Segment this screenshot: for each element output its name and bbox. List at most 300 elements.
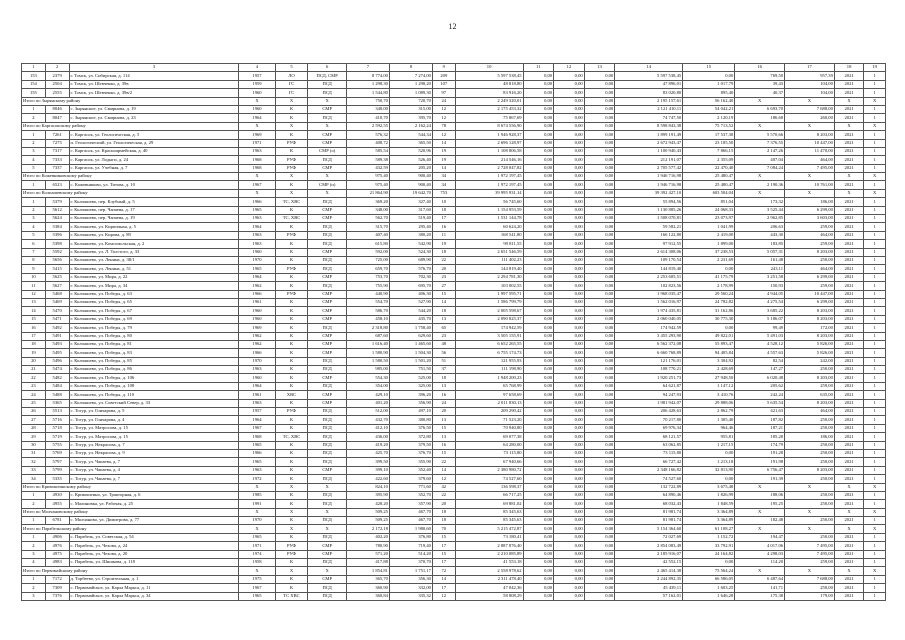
table-cell: 0,00 bbox=[523, 164, 554, 172]
table-cell: 14 bbox=[432, 298, 455, 306]
table-cell: 242,00 bbox=[785, 357, 835, 365]
subtotal-cell: 0,00 bbox=[584, 122, 615, 130]
table-cell: 48 818,80 bbox=[455, 80, 523, 88]
table-cell: 1965 bbox=[239, 458, 275, 466]
table-cell: К bbox=[275, 282, 308, 290]
table-cell: 8 203,00 bbox=[785, 399, 835, 407]
table-cell: 7261 bbox=[45, 131, 69, 139]
table-cell: 54 042,21 bbox=[683, 105, 735, 113]
table-cell: г. Колпашево, ул. Победы, д. 106 bbox=[69, 374, 239, 382]
table-cell: 0,00 bbox=[584, 466, 615, 474]
table-cell: 1970 bbox=[239, 517, 275, 525]
table-row bbox=[22, 433, 886, 441]
table-cell: 554,70 bbox=[346, 298, 389, 306]
table-cell: 0,00 bbox=[523, 332, 554, 340]
table-cell: 24 bbox=[22, 391, 46, 399]
table-cell: К bbox=[275, 105, 308, 113]
subtotal-label: Итого по Кривошеинскому району bbox=[22, 483, 239, 491]
subtotal-cell: X bbox=[864, 483, 886, 491]
table-cell: 1991 bbox=[239, 500, 275, 508]
table-cell: 1 580,90 bbox=[346, 349, 389, 357]
table-cell: 1 041,99 bbox=[683, 223, 735, 231]
table-cell: 0,00 bbox=[523, 282, 554, 290]
table-cell: 20 bbox=[432, 500, 455, 508]
subtotal-cell: X bbox=[864, 189, 886, 197]
table-row bbox=[22, 206, 886, 214]
table-cell: 0,00 bbox=[584, 391, 615, 399]
table-cell: СМР bbox=[308, 307, 347, 315]
table-cell: 2021 bbox=[834, 240, 863, 248]
table-cell: 186,00 bbox=[785, 433, 835, 441]
table-cell: 8047 bbox=[45, 114, 69, 122]
table-cell: 2 887 876,40 bbox=[455, 542, 523, 550]
table-cell: РУФ bbox=[275, 139, 308, 147]
table-cell: 0,00 bbox=[523, 366, 554, 374]
table-cell: 1 974 435,81 bbox=[615, 307, 683, 315]
table-cell: 47 042,36 bbox=[455, 584, 523, 592]
table-cell: 1965 bbox=[239, 265, 275, 273]
table-cell: ПСД bbox=[308, 198, 347, 206]
table-cell: 1 bbox=[864, 584, 886, 592]
table-cell: 1959 bbox=[239, 80, 275, 88]
table-cell: 2 190,36 bbox=[735, 181, 785, 189]
table-cell: 0,00 bbox=[523, 131, 554, 139]
table-cell: 5716 bbox=[45, 416, 69, 424]
table-cell: 22 bbox=[432, 491, 455, 499]
subtotal-cell: X bbox=[785, 508, 835, 516]
table-cell: К bbox=[275, 131, 308, 139]
table-cell: 0,00 bbox=[584, 315, 615, 323]
table-cell: 1970 bbox=[239, 357, 275, 365]
table-cell: 2 bbox=[22, 542, 46, 550]
table-cell: 250,00 bbox=[785, 449, 835, 457]
table-cell: 1974 bbox=[239, 550, 275, 558]
table-cell: 2379 bbox=[45, 72, 69, 80]
table-cell: 17 bbox=[432, 215, 455, 223]
table-cell: 0,00 bbox=[523, 324, 554, 332]
table-cell: 4 557,63 bbox=[735, 349, 785, 357]
table-cell: 2 696 128,97 bbox=[455, 139, 523, 147]
table-cell: 15 bbox=[432, 533, 455, 541]
table-cell: 399,10 bbox=[346, 466, 389, 474]
table-cell: 108 770,21 bbox=[615, 366, 683, 374]
subtotal-cell: X bbox=[308, 173, 347, 181]
table-cell: СМР bbox=[308, 273, 347, 281]
table-cell: 417,88 bbox=[346, 559, 389, 567]
table-cell: 0,00 bbox=[584, 500, 615, 508]
table-cell: 0,00 bbox=[523, 433, 554, 441]
table-cell: 0,00 bbox=[554, 164, 585, 172]
table-cell: 2 178,99 bbox=[683, 282, 735, 290]
district-subtotal-row bbox=[22, 567, 886, 575]
table-cell: 1967 bbox=[239, 424, 275, 432]
table-cell: СМР bbox=[308, 164, 347, 172]
subtotal-cell: X bbox=[239, 567, 275, 575]
table-cell: с. Каргасок, ул. Учебная, д. 7 bbox=[69, 164, 239, 172]
table-cell: 0,00 bbox=[554, 349, 585, 357]
table-cell: 1 217,15 bbox=[683, 441, 735, 449]
table-cell: 20 bbox=[432, 408, 455, 416]
table-cell: 29 888,06 bbox=[683, 399, 735, 407]
table-cell: 0,00 bbox=[523, 89, 554, 97]
table-cell: 32 813,90 bbox=[683, 466, 735, 474]
table-cell: 372,80 bbox=[389, 433, 432, 441]
subtotal-cell: 0,00 bbox=[523, 567, 554, 575]
table-cell: 1 bbox=[864, 357, 886, 365]
table-cell: 22 bbox=[432, 256, 455, 264]
table-cell: 8 203,00 bbox=[785, 315, 835, 323]
table-cell: 0,00 bbox=[523, 416, 554, 424]
table-cell: 0,00 bbox=[584, 433, 615, 441]
table-cell: СМР bbox=[308, 542, 347, 550]
table-row bbox=[22, 550, 886, 558]
subtotal-cell: X bbox=[308, 122, 347, 130]
table-cell: 7 084,24 bbox=[735, 164, 785, 172]
table-cell: 0,00 bbox=[523, 449, 554, 457]
subtotal-cell: 720,70 bbox=[389, 97, 432, 105]
table-cell: 13 bbox=[432, 416, 455, 424]
table-row bbox=[22, 215, 886, 223]
table-cell: 0,00 bbox=[584, 399, 615, 407]
table-cell: 5513 bbox=[45, 408, 69, 416]
table-cell: 121 176,01 bbox=[615, 357, 683, 365]
table-cell: 1 968 035,47 bbox=[615, 290, 683, 298]
table-cell: 0,00 bbox=[554, 366, 585, 374]
table-cell: 2 614 308,06 bbox=[615, 248, 683, 256]
table-cell: 81 981,74 bbox=[615, 517, 683, 525]
subtotal-cell: 0,00 bbox=[584, 508, 615, 516]
table-cell: 1 298,20 bbox=[389, 80, 432, 88]
table-cell: ПСД bbox=[308, 458, 347, 466]
table-cell: г. Колпашево, ул. Победы, д. 81 bbox=[69, 340, 239, 348]
table-row bbox=[22, 399, 886, 407]
table-cell: 0,00 bbox=[584, 265, 615, 273]
table-cell: 1 465,60 bbox=[389, 340, 432, 348]
table-cell: 315,70 bbox=[346, 223, 389, 231]
table-cell: 1 bbox=[864, 449, 886, 457]
subtotal-cell: X bbox=[275, 122, 308, 130]
table-cell: 6 020,48 bbox=[735, 374, 785, 382]
subtotal-cell: X bbox=[308, 567, 347, 575]
table-cell: г. Колпашево, ул. Мира, д. 22 bbox=[69, 273, 239, 281]
table-cell: 2021 bbox=[834, 198, 863, 206]
table-cell: с. Парабель, ул. Чехова, д. 24 bbox=[69, 542, 239, 550]
table-row bbox=[22, 559, 886, 567]
table-cell: 0,00 bbox=[554, 491, 585, 499]
table-cell: 317,60 bbox=[389, 206, 432, 214]
table-cell: 985,00 bbox=[346, 366, 389, 374]
table-cell: 10 447,00 bbox=[785, 290, 835, 298]
subtotal-cell: 136 598,37 bbox=[455, 483, 523, 491]
table-cell: К bbox=[275, 147, 308, 155]
subtotal-cell: X bbox=[239, 173, 275, 181]
subtotal-cell: X bbox=[834, 122, 863, 130]
subtotal-cell: X bbox=[834, 508, 863, 516]
table-row bbox=[22, 408, 886, 416]
table-cell: 5488 bbox=[45, 391, 69, 399]
table-cell: 1 bbox=[864, 433, 886, 441]
subtotal-cell: X bbox=[735, 525, 785, 533]
subtotal-cell: 1 972 197,45 bbox=[455, 173, 523, 181]
table-cell: 5 597 538,45 bbox=[615, 72, 683, 80]
table-cell: 1 bbox=[864, 181, 886, 189]
table-cell: с. Малиновка, ул. Рабочая, д. 25 bbox=[69, 500, 239, 508]
table-cell: 1 bbox=[22, 517, 46, 525]
column-number-cell: 6 bbox=[308, 64, 347, 72]
table-cell: 421,63 bbox=[735, 408, 785, 416]
table-cell: К bbox=[275, 475, 308, 483]
table-cell: 1967 bbox=[239, 181, 275, 189]
table-cell: 0,00 bbox=[554, 139, 585, 147]
table-cell: 18 bbox=[432, 248, 455, 256]
table-cell: г. Колпашево, ул. Комсомольская, д. 2 bbox=[69, 240, 239, 248]
table-cell: 0,00 bbox=[584, 72, 615, 80]
table-cell: 0,00 bbox=[683, 559, 735, 567]
table-cell: 1 562 016,97 bbox=[615, 298, 683, 306]
table-row bbox=[22, 164, 886, 172]
subtotal-cell: 1 980,60 bbox=[389, 525, 432, 533]
table-cell: 380,20 bbox=[389, 231, 432, 239]
table-cell: 0,00 bbox=[554, 206, 585, 214]
table-cell: 7 495,00 bbox=[785, 550, 835, 558]
table-cell: 0,00 bbox=[554, 147, 585, 155]
table-cell: 2 bbox=[22, 500, 46, 508]
table-cell: СМР bbox=[308, 374, 347, 382]
table-cell: 21 bbox=[22, 366, 46, 374]
table-row bbox=[22, 357, 886, 365]
table-cell: 0,00 bbox=[523, 592, 554, 600]
table-cell: ПСД bbox=[308, 533, 347, 541]
district-subtotal-row bbox=[22, 97, 886, 105]
table-cell: 0,00 bbox=[523, 206, 554, 214]
table-cell: 1 bbox=[864, 256, 886, 264]
table-cell: 2021 bbox=[834, 399, 863, 407]
table-cell: 7376 bbox=[45, 592, 69, 600]
subtotal-cell: 0,00 bbox=[584, 483, 615, 491]
subtotal-cell: X bbox=[864, 508, 886, 516]
subtotal-cell: X bbox=[275, 508, 308, 516]
table-cell: 97 658,69 bbox=[455, 391, 523, 399]
column-number-cell: 16 bbox=[735, 64, 785, 72]
subtotal-cell: X bbox=[239, 122, 275, 130]
table-cell: ПСД bbox=[308, 424, 347, 432]
subtotal-cell: 2 195 157,61 bbox=[615, 97, 683, 105]
table-cell: 2021 bbox=[834, 223, 863, 231]
table-cell: К bbox=[275, 223, 308, 231]
table-cell: 1 504,30 bbox=[389, 349, 432, 357]
table-cell: 2021 bbox=[834, 315, 863, 323]
table-cell: 111 402,23 bbox=[455, 256, 523, 264]
table-cell: 24 782,82 bbox=[683, 298, 735, 306]
table-cell: 542,90 bbox=[389, 240, 432, 248]
table-cell: СМР bbox=[308, 215, 347, 223]
table-cell: 8046 bbox=[45, 105, 69, 113]
table-cell: 17 537,38 bbox=[683, 131, 735, 139]
table-cell: 5495 bbox=[45, 349, 69, 357]
subtotal-cell: 1 854,81 bbox=[346, 567, 389, 575]
table-row bbox=[22, 449, 886, 457]
table-cell: 1 bbox=[864, 80, 886, 88]
table-cell: 0,00 bbox=[584, 374, 615, 382]
table-cell: 205,20 bbox=[389, 164, 432, 172]
table-cell: г. Колпашево, ул. Кирпичная, д. 5 bbox=[69, 223, 239, 231]
table-cell: 10 bbox=[432, 198, 455, 206]
table-cell: 5492 bbox=[45, 324, 69, 332]
table-cell: 74 747,50 bbox=[615, 114, 683, 122]
table-cell: 10 447,00 bbox=[785, 139, 835, 147]
table-cell: 107 bbox=[432, 80, 455, 88]
table-cell: 0,00 bbox=[683, 72, 735, 80]
table-cell: 2504 bbox=[45, 80, 69, 88]
table-cell: г. Колпашево, ул. Кирова, д. 89 bbox=[69, 231, 239, 239]
table-row bbox=[22, 147, 886, 155]
table-cell: 1 bbox=[864, 399, 886, 407]
table-cell: 360,90 bbox=[346, 584, 389, 592]
table-cell: 370,70 bbox=[389, 559, 432, 567]
table-cell: 1971 bbox=[239, 139, 275, 147]
table-cell: ТС, ХВС bbox=[275, 198, 308, 206]
table-cell: 586,70 bbox=[346, 307, 389, 315]
table-cell: 5612 bbox=[45, 206, 69, 214]
table-cell: 1 bbox=[864, 458, 886, 466]
table-cell: 0,00 bbox=[584, 273, 615, 281]
table-row bbox=[22, 475, 886, 483]
table-cell: 66 586,05 bbox=[683, 575, 735, 583]
table-cell: 1 bbox=[864, 198, 886, 206]
table-cell: 1969 bbox=[239, 131, 275, 139]
table-cell: 327,40 bbox=[389, 198, 432, 206]
table-cell: 182,48 bbox=[735, 517, 785, 525]
table-cell: 7 495,00 bbox=[785, 542, 835, 550]
table-cell: ПСД bbox=[308, 449, 347, 457]
table-cell: 376,50 bbox=[389, 424, 432, 432]
table-cell: 0,00 bbox=[523, 542, 554, 550]
subtotal-cell: 900,40 bbox=[389, 173, 432, 181]
table-cell: 22 470,40 bbox=[683, 164, 735, 172]
table-cell: 1 646,28 bbox=[683, 592, 735, 600]
table-cell: 2021 bbox=[834, 80, 863, 88]
table-cell: ТС ХВС bbox=[275, 592, 308, 600]
table-row bbox=[22, 324, 886, 332]
table-cell: 5755 bbox=[45, 441, 69, 449]
table-cell: 592,00 bbox=[346, 248, 389, 256]
table-cell: 0,00 bbox=[584, 575, 615, 583]
table-cell: 23 185,50 bbox=[683, 139, 735, 147]
table-cell: 332,00 bbox=[389, 584, 432, 592]
table-cell: 47 896,01 bbox=[615, 80, 683, 88]
subtotal-cell: 0,00 bbox=[523, 173, 554, 181]
column-number-row bbox=[22, 64, 886, 72]
table-cell: 0,00 bbox=[554, 89, 585, 97]
table-cell: 2 090 825,37 bbox=[455, 315, 523, 323]
table-cell: 19 bbox=[432, 147, 455, 155]
table-cell: 70 217,80 bbox=[615, 416, 683, 424]
table-cell: 1 bbox=[864, 298, 886, 306]
table-cell: 401,20 bbox=[346, 399, 389, 407]
table-cell: 1972 bbox=[239, 475, 275, 483]
table-cell: К bbox=[275, 449, 308, 457]
table-cell: 0,00 bbox=[523, 399, 554, 407]
table-cell: 2021 bbox=[834, 466, 863, 474]
table-cell: СМР bbox=[308, 290, 347, 298]
table-cell: 5415 bbox=[45, 265, 69, 273]
subtotal-cell: 19 642,70 bbox=[389, 189, 432, 197]
table-cell: 8 bbox=[22, 256, 46, 264]
table-cell: 1 bbox=[864, 592, 886, 600]
subtotal-cell: X bbox=[864, 525, 886, 533]
table-cell: 435,70 bbox=[389, 315, 432, 323]
table-cell: 1 bbox=[864, 156, 886, 164]
table-cell: 0,00 bbox=[554, 550, 585, 558]
table-cell: 72 027,69 bbox=[615, 533, 683, 541]
table-cell: 0,00 bbox=[554, 399, 585, 407]
subtotal-cell: X bbox=[239, 508, 275, 516]
table-row bbox=[22, 80, 886, 88]
table-cell: 7172 bbox=[45, 575, 69, 583]
table-cell: ПСД bbox=[308, 517, 347, 525]
table-row bbox=[22, 340, 886, 348]
table-cell: 1958 bbox=[239, 559, 275, 567]
table-cell: 11 bbox=[22, 282, 46, 290]
subtotal-cell: X bbox=[308, 97, 347, 105]
table-cell: К bbox=[275, 374, 308, 382]
table-cell: 5335 bbox=[45, 475, 69, 483]
table-cell: 23 bbox=[432, 332, 455, 340]
table-cell: г. Колпашево, ул. Победы, д. 108 bbox=[69, 382, 239, 390]
table-cell: ПСД bbox=[308, 240, 347, 248]
table-cell: 1957 bbox=[239, 408, 275, 416]
subtotal-cell: 34 bbox=[432, 173, 455, 181]
table-cell: 1962 bbox=[239, 340, 275, 348]
table-cell: с. Тогур, ул. Чапаева, д. 4 bbox=[69, 466, 239, 474]
table-cell: К bbox=[275, 517, 308, 525]
table-cell: 0,00 bbox=[584, 181, 615, 189]
table-cell: 5 635,54 bbox=[735, 399, 785, 407]
table-cell: 2021 bbox=[834, 408, 863, 416]
table-cell: 31 bbox=[22, 449, 46, 457]
table-cell: РУФ bbox=[275, 542, 308, 550]
table-cell: 2021 bbox=[834, 156, 863, 164]
table-cell: 1 bbox=[864, 550, 886, 558]
table-cell: 0,00 bbox=[554, 231, 585, 239]
table-cell: ПСД bbox=[308, 416, 347, 424]
table-cell: ХВС bbox=[275, 391, 308, 399]
subtotal-cell: 42 bbox=[432, 483, 455, 491]
table-cell: 1 298,30 bbox=[346, 80, 389, 88]
table-cell: 41 175,79 bbox=[683, 273, 735, 281]
table-cell: К bbox=[275, 248, 308, 256]
table-cell: 0,00 bbox=[554, 542, 585, 550]
table-cell: г. Колпашево, ул. Ленина, д. 38/1 bbox=[69, 256, 239, 264]
table-cell: 0,00 bbox=[554, 105, 585, 113]
subtotal-cell: 0,00 bbox=[584, 525, 615, 533]
table-row bbox=[22, 458, 886, 466]
table-cell: СМР bbox=[308, 248, 347, 256]
table-cell: 0,00 bbox=[584, 223, 615, 231]
table-cell: 376,80 bbox=[389, 533, 432, 541]
table-cell: 0,00 bbox=[523, 248, 554, 256]
subtotal-cell: 78 bbox=[432, 122, 455, 130]
table-cell: СМР bbox=[308, 298, 347, 306]
table-cell: 73 180,41 bbox=[455, 533, 523, 541]
table-cell: 0,00 bbox=[523, 500, 554, 508]
table-cell: 380,80 bbox=[389, 416, 432, 424]
table-cell: 5365 bbox=[45, 399, 69, 407]
subtotal-cell: 0,00 bbox=[554, 508, 585, 516]
table-cell: К bbox=[275, 584, 308, 592]
table-cell: 1 152,72 bbox=[683, 533, 735, 541]
table-cell: 0,00 bbox=[584, 533, 615, 541]
